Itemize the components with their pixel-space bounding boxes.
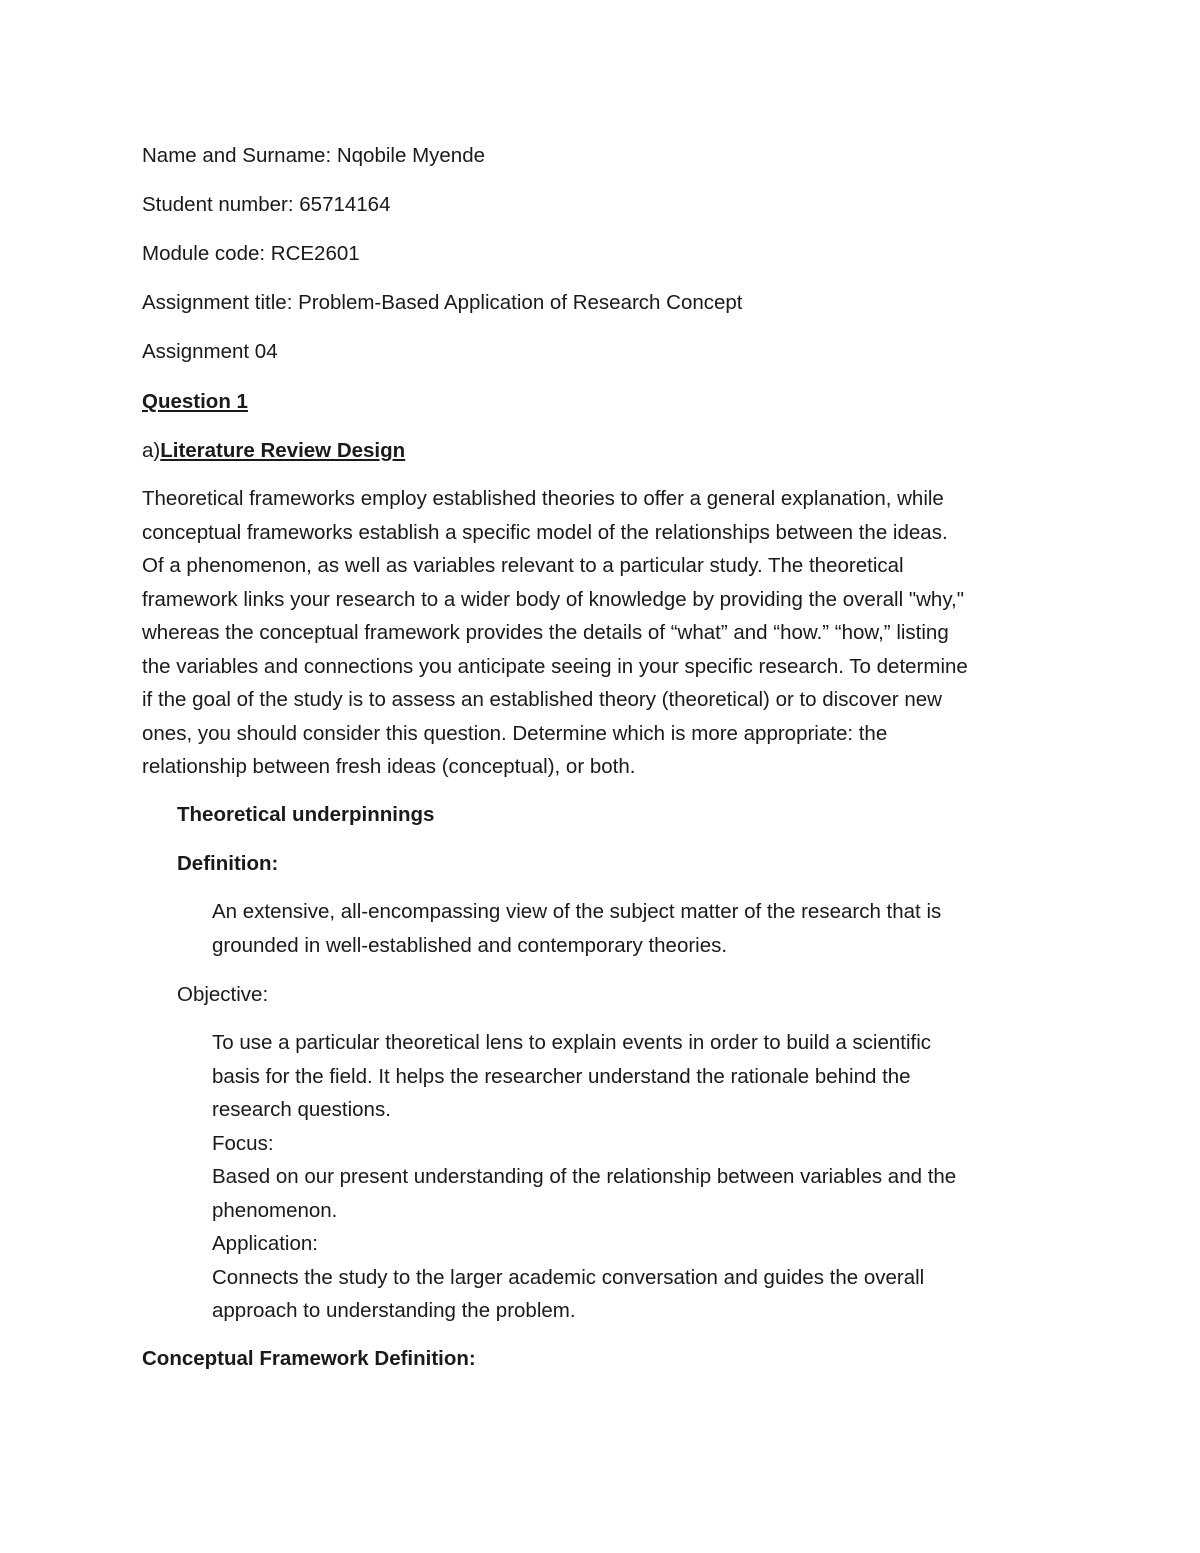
application-label: Application:: [212, 1232, 318, 1255]
paragraph-line: the variables and connections you anticipate seeing in your specific research. To determine: [142, 654, 968, 678]
objective-text: [212, 1026, 956, 1328]
sub-heading-line: [142, 434, 405, 468]
paragraph-line: Connects the study to the larger academic conversation and guides the overall: [212, 1265, 925, 1289]
paragraph-line: An extensive, all-encompassing view of the subject matter of the research that is: [212, 900, 942, 923]
conceptual-heading: Conceptual Framework Definition:: [142, 1347, 476, 1370]
paragraph-line: Theoretical frameworks employ established theories to offer a general explanation, while: [142, 487, 944, 510]
module-code-line: Module code: RCE2601: [142, 242, 360, 265]
paragraph-line: Based on our present understanding of the relationship between variables and the: [212, 1165, 957, 1188]
theoretical-heading: Theoretical underpinnings: [177, 803, 435, 826]
paragraph-line: grounded in well-established and contemporary theories.: [212, 933, 728, 957]
definition-label: Definition:: [177, 852, 279, 875]
intro-paragraph: [142, 482, 968, 784]
paragraph-line: if the goal of the study is to assess an established theory (theoretical) or to discover new: [142, 688, 942, 711]
paragraph-line: conceptual frameworks establish a specific model of the relationships between the ideas.: [142, 520, 948, 544]
sub-heading-prefix: a): [142, 439, 161, 462]
student-number-line: Student number: 65714164: [142, 193, 391, 216]
paragraph-line: research questions.: [212, 1098, 391, 1121]
paragraph-line: ones, you should consider this question. Determine which is more appropriate: the: [142, 721, 888, 745]
sub-heading: Literature Review Design: [160, 439, 406, 462]
paragraph-line: basis for the field. It helps the researcher understand the rationale behind the: [212, 1064, 911, 1088]
question-heading: Question 1: [142, 390, 248, 413]
paragraph-line: framework links your research to a wider body of knowledge by providing the overall "why,": [142, 587, 965, 611]
focus-label: Focus:: [212, 1131, 274, 1155]
paragraph-line: phenomenon.: [212, 1198, 338, 1222]
paragraph-line: whereas the conceptual framework provides the details of “what” and “how.” “how,” listing: [142, 621, 949, 644]
paragraph-line: relationship between fresh ideas (conceptual), or both.: [142, 755, 636, 778]
assignment-title-line: Assignment title: Problem-Based Application of Research Concept: [142, 291, 743, 314]
paragraph-line: To use a particular theoretical lens to explain events in order to build a scientific: [212, 1031, 932, 1054]
assignment-number-line: Assignment 04: [142, 340, 278, 363]
definition-text: [212, 895, 941, 962]
objective-label: Objective:: [177, 983, 269, 1006]
paragraph-line: approach to understanding the problem.: [212, 1299, 576, 1322]
name-line: Name and Surname: Nqobile Myende: [142, 144, 485, 167]
paragraph-line: Of a phenomenon, as well as variables relevant to a particular study. The theoretical: [142, 554, 904, 577]
